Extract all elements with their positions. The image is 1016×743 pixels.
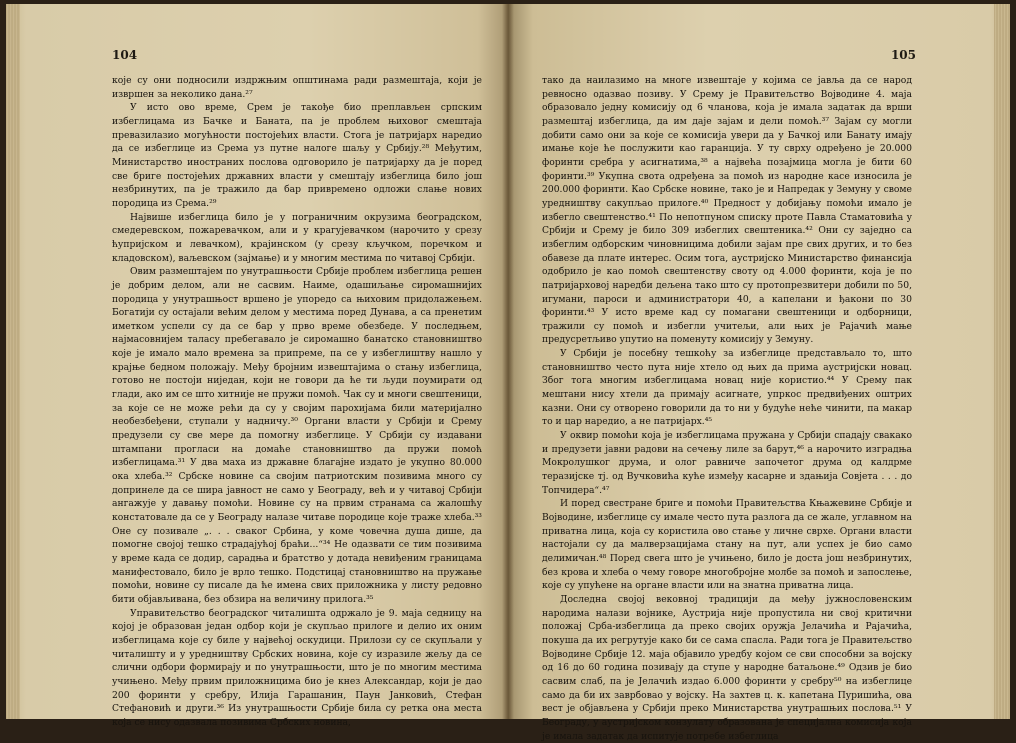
paragraph: Овим размештајем по унутрашњости Србије проблем избеглица решен је добрим делом, али не сасвим. Наиме, одашиљање сиромашнијих породица у унутрашњост вршено је упоредо са њиховим придолажењем. Богатији су остајали већим делом у местима поред Дунава, а са пренетим иметком успели су да се бар у прво време обезбеде. У последњем, најмасовнијем таласу пребегавало је сиромашно банатско становништво које је имало мало времена за припреме, па се у избеглиштву нашло у крајње бедном положају. Међу бројним извештајима о стању избеглица, готово не постоји ниједан, који не говори да ће ти људи поумирати од глади, ако им се што хитније не пружи помоћ. Чак су и многи свештеници, за које се не може рећи да су у својим парохијама били материјално необезбеђени, ступали у надничу.³⁰ Органи власти у Србији и Срему предузели су све мере да помогну избеглице. У Србији су издавани штампани прогласи на домаће становништво да пружи помоћ избеглицама.³¹ У два маха из државне благајне издато је укупно 80.000 ока хлеба.³² Србске новине са својим патриотским позивима много су допринеле да се шира јавност не само у Београду, већ и у читавој Србији ангажује у давању помоћи. Новине су на првим странама са жалошћу констатовале да се у Београду налазе читаве породице које траже хлеба.³³ Оне су позивале „. . . сваког Србина, у коме човечна душа дише, да помогне својој тешко страдајућој браћи...“³⁴ Не одазвати се тим позивима у време када се додир, сарадња и братство у дотада невиђеним границама манифестовало, било је врло тешко. Подстицај становништво на пружање помоћи, новине су писале да ће имена свих приложника у листу редовно бити објављивана, без обзира на величину прилога.³⁵ [112,266,482,605]
page-edges-left [6,4,20,719]
paragraph: У оквир помоћи која је избеглицама пружана у Србији спадају свакако и предузети јавни радови на сечењу лиле за барут,⁴⁶ а нарочито изградња Мокролушког друма, и олог равниче започетог друма од калдрме теразијске тј. од Вучковића куће између касарне и здањија Совјета . . . до Топчидера“.⁴⁷ [542,430,912,496]
paragraph: Управитељство београдског читалишта одржало је 9. маја седницу на којој је образован један одбор који је скупљао прилоге и делио их оним избеглицама које су биле у највећој оскудици. Прилози су се скупљали у читалишту и у уредништву Србских новина, које су изразиле жељу да се слични одбори формирају и по унутрашњости, што је по многим местима учињено. Међу првим приложницима био је кнез Александар, који је дао 200 форинти у сребру, Илија Гарашанин, Паун Јанковић, Стефан Стефановић и други.³⁶ Из унутрашњости Србије била су ретка она места која се нису одазвала позивима Србских новина, [112,607,482,728]
paragraph: које су они подносили издржњим општинама ради размештаја, који је извршен за неколико дана.²⁷ [112,75,482,100]
right-page-text [542,74,912,743]
page-edges-right [994,4,1010,719]
paragraph: У Србији је посебну тешкоћу за избеглице представљало то, што становништво често пута није хтело од њих да прима аустријски новац. Због тога многим избеглицама новац није користио.⁴⁴ У Срему пак мештани нису хтели да примају асигнате, упркос предвиђених оштрих казни. Они су отворено говорили да то ни у будуће неће чинити, па макар то и цар наредио, а не патријарх.⁴⁵ [542,348,912,428]
page-number-left: 104 [112,48,138,62]
paragraph: Највише избеглица било је у пограничним окрузима београдском, смедеревском, пожаревачком, али и у крагујевачком (нарочито у срезу ћупријском и левачком), крајинском (у срезу кључком, поречком и кладовском), ваљевском (зајмање) и у многим местима по читавој Србији. [112,211,482,264]
paragraph: И поред свестране бриге и помоћи Правитељства Књажевине Србије и Војводине, избеглице су имале често пута разлога да се жале, углавном на приватна лица, која су користила ово стање у личне сврхе. Органи власти настојали су да малверзацијама стану на пут, али успех је био само делимичан.⁴⁸ Поред свега што је учињено, било је доста још незбринутих, без крова и хлеба о чему говоре многобројне молбе за помоћ и запослење, које су упућене на органе власти или на знатна приватна лица. [542,498,912,592]
paragraph: Доследна својој вековној традицији да међу јужнословенским народима налази војнике, Аустрија није пропустила ни свој критични положај Срба-избеглица да преко својих оружја Јелачића и Рајачића, покуша да их регрутује како би се сама спасла. Ради тога је Правитељство Војводине Србије 12. маја објавило уредбу којом се сви способни за војску од 16 до 60 година позивају да ступе у народне батаљоне.⁴⁹ Одзив је био сасвим слаб, па је Јелачић издао 6.000 форинти у сребру⁵⁰ на избеглице само да би их заврбовао у војску. На захтев ц. к. капетана Пуришића, ова вест је објављена у Србији преко Министарства унутрашњих послова.⁵¹ У Београду, у аустријском конзулату образована је специјална комисија која је имала задатак да испитује потребе избеглица [542,593,912,742]
book-spread [6,4,1010,742]
right-page [508,4,1010,742]
left-page-text [112,74,482,730]
left-page [6,4,508,728]
page-number-right: 105 [890,48,916,62]
paragraph: У исто ово време, Срем је такође био преплављен српским избеглицама из Бачке и Баната, па је проблем њиховог смештаја превазилазио могућности постојећих власти. Стога је патријарх наредио да се избеглице из Срема уз путне налоге шаљу у Србију.²⁸ Међутим, Министарство иностраних послова одговорило је патријарху да је поред све бриге постојећих државних власти у смештају избеглица било још незбринутих, па је тражило да бар привремено одложи слање нових породица из Срема.²⁹ [112,102,482,209]
book-gutter [502,4,514,719]
paragraph: тако да наилазимо на многе извештаје у којима се јавља да се народ ревносно одазвао позиву. У Срему је Правитељство Војводине 4. маја образовало једну комисију од 6 чланова, која је имала задатак да врши размештај избеглица, да им даје зајам и дели помоћ.³⁷ Зајам су могли добити само они за које се комисија увери да у Бачкој или Банату имају имање које ће послужити као гаранција. У ту сврху одређено је 20.000 форинти сребра у асигнатима,³⁸ а највећа позајмица могла је бити 60 форинти.³⁹ Укупна свота одређена за помоћ из народне касе износила је 200.000 форинти. Као Србске новине, тако је и Напредак у Земуну у своме уредништву сакупљао прилоге.⁴⁰ Предност у добијању помоћи имало је избегло свештенство.⁴¹ По непотпуном списку проте Павла Стаматовића у Србији и Срему је било 309 избеглих свештеника.⁴² Они су заједно са избеглим одборским чиновницима добили зајам пре свих других, и то без обавезе да плате интерес. Осим тога, аустријско Министарство финансија одобрило је као помоћ свештенству своту од 4.000 форинти, која је по патријарховој наредби дељена тако што су протопрезвитери добили по 50, игумани, пароси и администратори 40, а капелани и ђакони по 30 форинти.⁴³ У исто време кад су помагани свештеници и одборници, тражили су помоћ и избегли учитељи, али њих је Рајачић мање предусретљиво упутио на поменуту комисију у Земуну. [542,75,912,346]
